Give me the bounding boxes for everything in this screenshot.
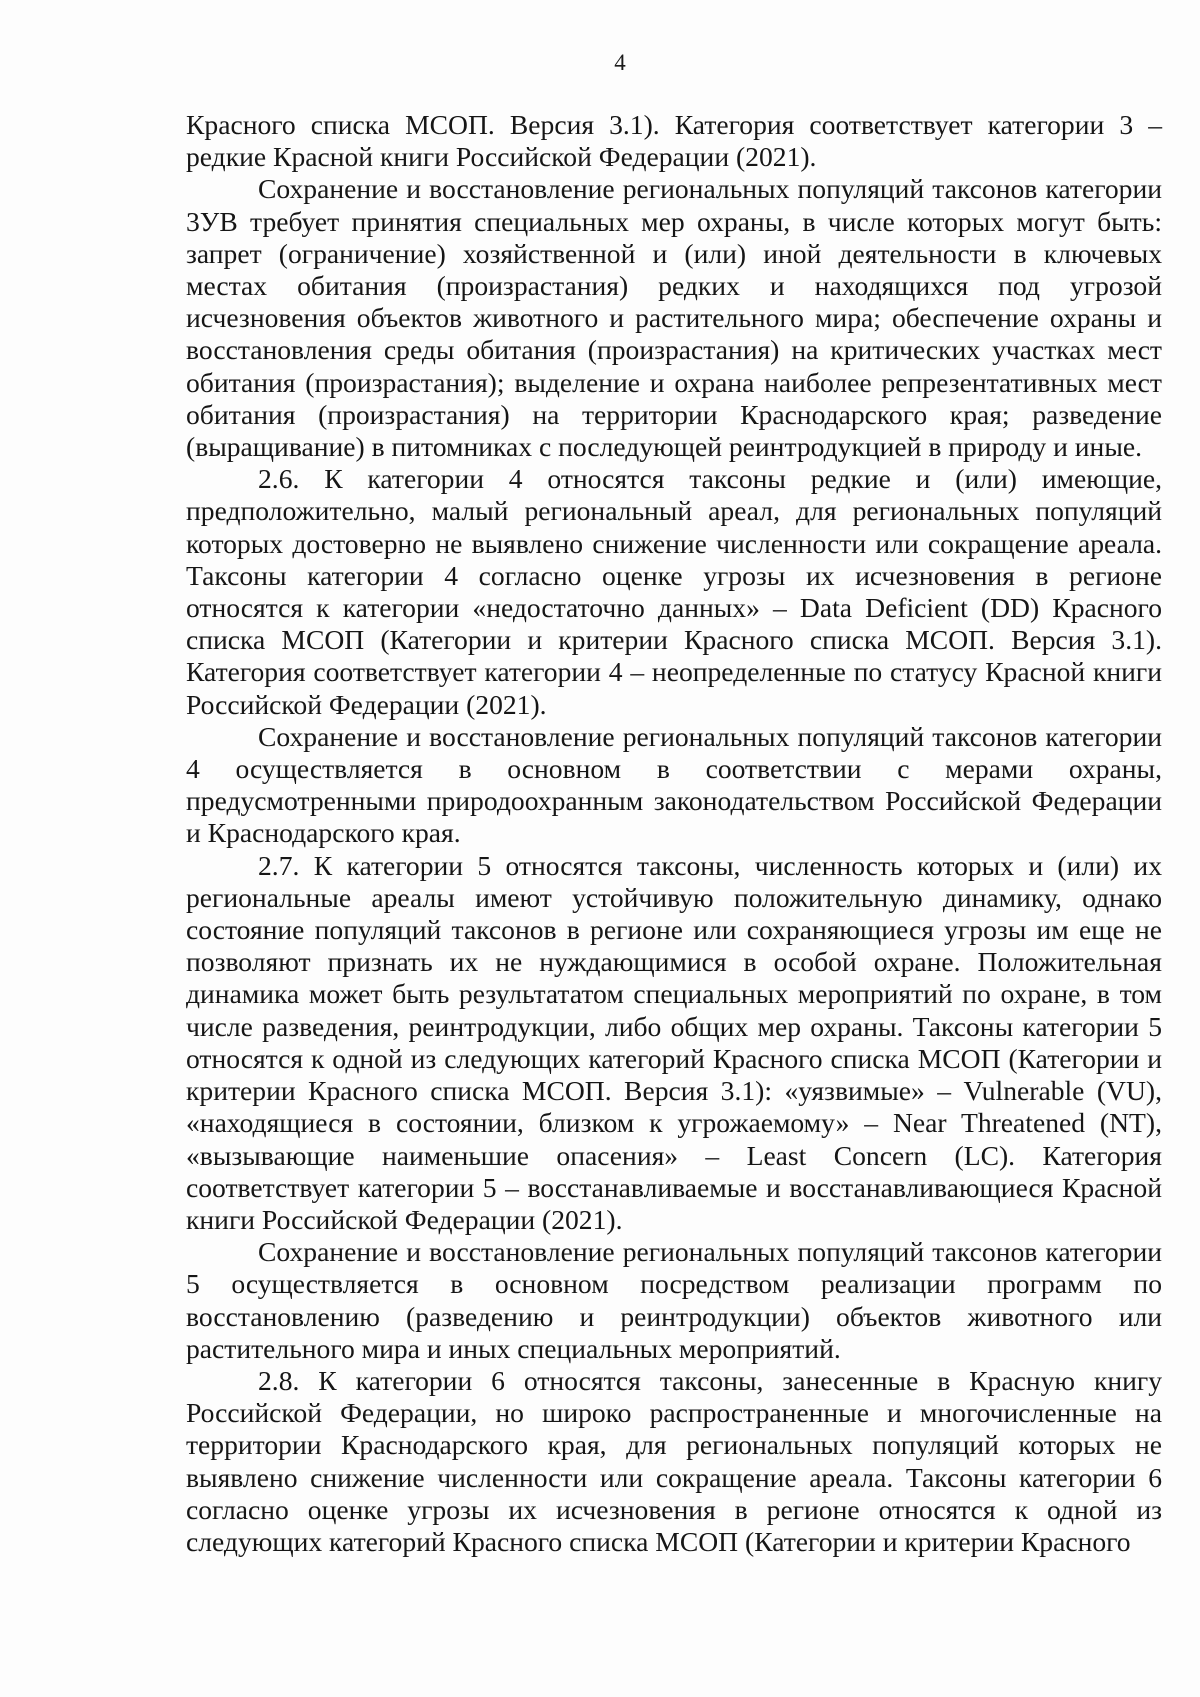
paragraph-section-2-7: 2.7. К категории 5 относятся таксоны, численность которых и (или) их региональные ареалы имеют устойчивую положительную динамику, однако состояние популяций таксонов в регионе или сохраняющиеся угрозы им еще не позволяют признать их не нуждающимися в особой охране. Положительная динамика может быть результататом специальных мероприятий по охране, в том числе разведения, реинтродукции, либо общих мер охраны. Таксоны категории 5 относятся к одной из следующих категорий Красного списка МСОП (Категории и критерии Красного списка МСОП. Версия 3.1): «уязвимые» – Vulnerable (VU), «находящиеся в состоянии, близком к угрожаемому» – Near Threatened (NT), «вызывающие наименьшие опасения» – Least Concern (LC). Категория соответствует категории 5 – восстанавливаемые и восстанавливающиеся Красной книги Российской Федерации (2021).: [186, 849, 1162, 1235]
paragraph-category-3uv-protection: Сохранение и восстановление региональных популяций таксонов категории 3УВ требует принятия специальных мер охраны, в числе которых могут быть: запрет (ограничение) хозяйственной и (или) иной деятельности в ключевых местах обитания (произрастания) редких и находящихся под угрозой исчезновения объектов животного и растительного мира; обеспечение охраны и восстановления среды обитания (произрастания) на критических участках мест обитания (произрастания); выделение и охрана наиболее репрезентативных мест обитания (произрастания) на территории Краснодарского края; разведение (выращивание) в питомниках с последующей реинтродукцией в природу и иные.: [186, 173, 1162, 463]
document-body: [186, 109, 1162, 1558]
page-number: 4: [614, 50, 626, 75]
paragraph-section-2-8: 2.8. К категории 6 относятся таксоны, занесенные в Красную книгу Российской Федерации, но широко распространенные и многочисленные на территории Краснодарского края, для региональных популяций которых не выявлено снижение численности или сокращение ареала. Таксоны категории 6 согласно оценке угрозы их исчезновения в регионе относятся к одной из следующих категорий Красного списка МСОП (Категории и критерии Красного: [186, 1364, 1162, 1557]
paragraph-category-5-protection: Сохранение и восстановление региональных популяций таксонов категории 5 осуществляется в основном посредством реализации программ по восстановлению (разведению и реинтродукции) объектов животного или растительного мира и иных специальных мероприятий.: [186, 1236, 1162, 1364]
paragraph-continuation-category-3: Красного списка МСОП. Версия 3.1). Категория соответствует категории 3 – редкие Красной книги Российской Федерации (2021).: [186, 109, 1162, 173]
paragraph-section-2-6: 2.6. К категории 4 относятся таксоны редкие и (или) имеющие, предположительно, малый региональный ареал, для региональных популяций которых достоверно не выявлено снижение численности или сокращение ареала. Таксоны категории 4 согласно оценке угрозы их исчезновения в регионе относятся к категории «недостаточно данных» – Data Deficient (DD) Красного списка МСОП (Категории и критерии Красного списка МСОП. Версия 3.1). Категория соответствует категории 4 – неопределенные по статусу Красной книги Российской Федерации (2021).: [186, 463, 1162, 720]
paragraph-category-4-protection: Сохранение и восстановление региональных популяций таксонов категории 4 осуществляется в основном в соответствии с мерами охраны, предусмотренными природоохранным законодательством Российской Федерации и Краснодарского края.: [186, 720, 1162, 849]
